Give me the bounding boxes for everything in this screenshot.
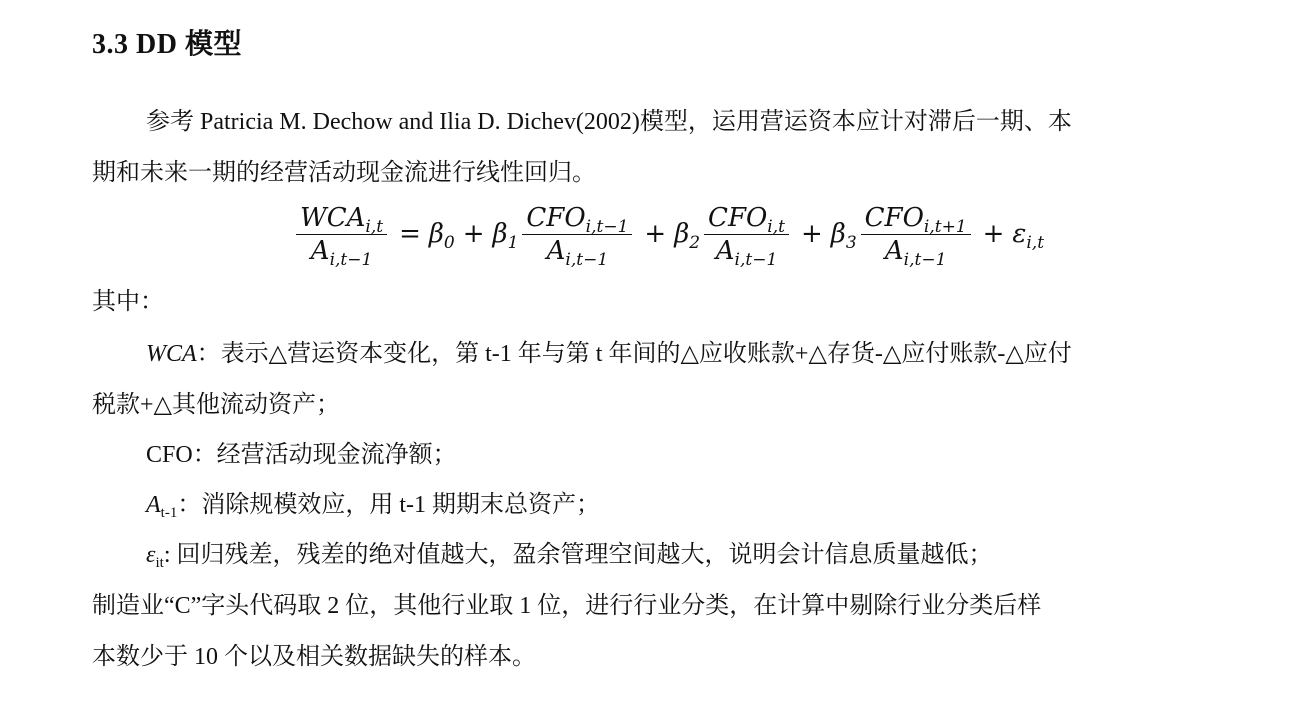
cfo-lead-fraction: $\frac{CFO_{i,t+1}}{A_{i,t-1}}$	[861, 202, 971, 267]
cfo-current-fraction: $\frac{CFO_{i,t}}{A_{i,t-1}}$	[704, 202, 789, 267]
beta1-term: $\beta_1$	[492, 219, 519, 253]
paragraph-1-line-1: 参考 Patricia M. Dechow and Ilia D. Dichev(2002)模型，运用营运资本应计对滞后一期、本	[146, 109, 1072, 135]
epsilon-term: $\varepsilon_{i,t}$	[1012, 219, 1045, 253]
beta3-term: $\beta_3$	[830, 219, 857, 253]
plus-sign: +	[462, 219, 485, 249]
where-label: 其中：	[92, 289, 164, 315]
residual-definition: $\varepsilon_{it}$: 回归残差，残差的绝对值越大，盈余管理空间越大，说明会计信息质量越低；	[146, 542, 993, 571]
paragraph-2-line-1: 制造业“C”字头代码取 2 位，其他行业取 1 位，进行行业分类，在计算中剔除行业分类后样	[92, 593, 1042, 619]
paragraph-2-line-2: 本数少于 10 个以及相关数据缺失的样本。	[92, 644, 536, 670]
beta2-term: $\beta_2$	[674, 219, 701, 253]
dd-model-formula	[292, 196, 1044, 272]
cfo-lag-fraction: $\frac{CFO_{i,t-1}}{A_{i,t-1}}$	[522, 202, 632, 267]
section-heading: 3.3 DD 模型	[92, 29, 242, 60]
lhs-fraction: $\frac{WCA_{i,t}}{A_{i,t-1}}$	[296, 202, 387, 267]
plus-sign: +	[982, 219, 1005, 249]
assets-definition: $A_{t-1}$：消除规模效应，用 t-1 期期末总资产；	[146, 492, 601, 521]
plus-sign: +	[644, 219, 667, 249]
wca-definition-line-1: WCA：表示△营运资本变化，第 t-1 年与第 t 年间的△应收账款+△存货-△应付账款-△应付	[146, 341, 1072, 367]
beta0-term: $\beta_0$	[428, 219, 455, 253]
cfo-definition: CFO：经营活动现金流净额；	[146, 442, 457, 468]
plus-sign: +	[800, 219, 823, 249]
wca-definition-line-2: 税款+△其他流动资产；	[92, 392, 340, 418]
equals-sign: =	[399, 219, 421, 249]
paragraph-1-line-2: 期和未来一期的经营活动现金流进行线性回归。	[92, 160, 596, 186]
